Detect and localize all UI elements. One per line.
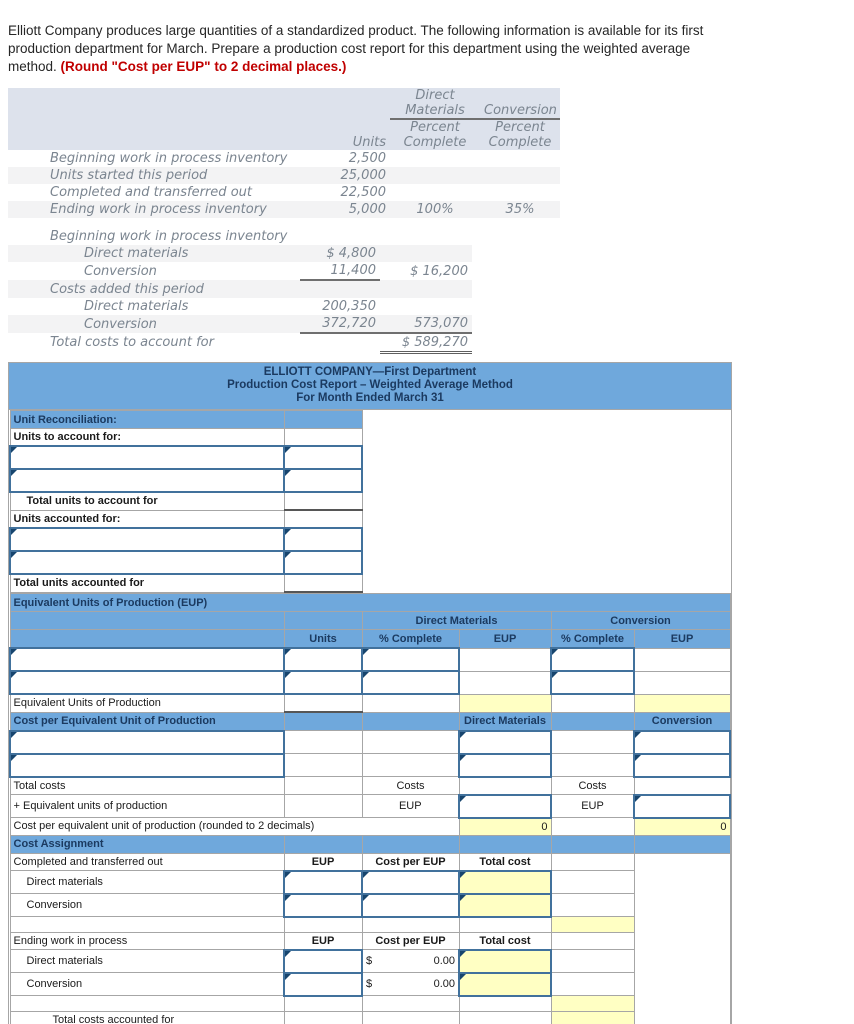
total-units-to-account-for-value: [284, 492, 362, 510]
blank-header-cell: [10, 612, 284, 630]
conversion-group-header: Conversion: [551, 612, 730, 630]
problem-text-line3: method.: [8, 59, 61, 74]
amount-1: 11,400: [300, 262, 380, 280]
given-units-header-row3: [8, 119, 560, 135]
amount-1: 200,350: [322, 299, 376, 314]
eup-column-header-row: [10, 630, 730, 649]
table-row: [10, 574, 362, 592]
dm-eup-caption: EUP: [362, 795, 459, 818]
rounding-instruction: (Round "Cost per EUP" to 2 decimal places.): [60, 59, 347, 74]
table-row: [8, 150, 560, 167]
equivalent-units-dm-total: [459, 694, 551, 712]
eup-and-cost-table: [9, 593, 731, 1024]
dollar-sign: $: [366, 955, 373, 967]
cost-per-eup-dm-header: Direct Materials: [459, 712, 551, 731]
given-costs-table: [8, 228, 472, 354]
blank-cell: [8, 135, 300, 150]
cost-per-eup-dm-result: 0: [459, 818, 551, 836]
total-costs-accounted-for-label: Total costs accounted for: [10, 1011, 284, 1024]
units-to-account-row1-item-select[interactable]: [10, 446, 284, 469]
dm-eup-header: EUP: [459, 630, 551, 649]
table-row: [10, 917, 730, 933]
section-unit-reconciliation: Unit Reconciliation:: [10, 411, 284, 429]
blank-cell: [362, 996, 459, 1012]
cost-row2-dm-amount-input[interactable]: [459, 754, 551, 777]
amount-2: $ 589,270: [380, 333, 472, 353]
production-cost-report-form: [8, 362, 732, 1024]
total-cost-column-caption: Total cost: [459, 853, 551, 871]
dm-percent-value: [390, 150, 480, 167]
conv-complete-header: Complete: [488, 135, 552, 150]
amount-2: 573,070: [380, 315, 472, 333]
total-units-accounted-for-label: Total units accounted for: [10, 574, 284, 592]
report-title: [9, 363, 731, 410]
eup-row1-dm-pct-input[interactable]: [362, 648, 459, 671]
input-row: [10, 973, 730, 996]
input-row: [10, 671, 730, 694]
blank-cell: [362, 694, 459, 712]
total-costs-label: Total costs: [10, 777, 284, 795]
table-row: [10, 1011, 730, 1024]
table-row: [8, 262, 472, 280]
blank-cell: [362, 1011, 459, 1024]
blank-cell: [284, 996, 362, 1012]
blank-cell: [551, 818, 634, 836]
dm-percent-value: [390, 167, 480, 184]
conv-eup-caption: EUP: [551, 795, 634, 818]
blank-cell: [551, 932, 634, 950]
blank-cell: [10, 917, 284, 933]
eup-row2-dm-pct-input[interactable]: [362, 671, 459, 694]
table-row: [10, 510, 362, 528]
total-costs-dm-value: [459, 777, 551, 795]
eup-column-caption: EUP: [284, 853, 362, 871]
total-units-to-account-for-label: Total units to account for: [10, 492, 284, 510]
equivalent-units-conv-total: [634, 694, 730, 712]
cost-row2-conv-amount-input[interactable]: [634, 754, 730, 777]
equivalent-units-row-label: Equivalent Units of Production: [10, 694, 284, 712]
conv-percent-value: [480, 184, 560, 201]
given-units-header-row4: [8, 135, 560, 150]
ending-dm-label: Direct materials: [10, 950, 284, 973]
units-accounted-row1-units-input[interactable]: [284, 528, 362, 551]
section-header-row: [10, 594, 730, 612]
row-label: Units started this period: [50, 168, 208, 183]
input-row: [10, 871, 730, 894]
blank-cell: [300, 88, 390, 103]
cost-row1-conv-amount-input[interactable]: [634, 731, 730, 754]
cost-row1-dm-amount-input[interactable]: [459, 731, 551, 754]
conv-percent-value: 35%: [505, 202, 535, 217]
dm-eup-input[interactable]: [459, 795, 551, 818]
spacer-column: [634, 853, 730, 1024]
units-accounted-row1-item-select[interactable]: [10, 528, 284, 551]
section-header-row: [10, 411, 362, 429]
input-row: [10, 754, 730, 777]
blank-cell: [300, 119, 390, 135]
ending-conv-total-cost-input[interactable]: [459, 973, 551, 996]
problem-statement: [0, 0, 854, 76]
blank-cell: [8, 119, 300, 135]
ending-conv-label: Conversion: [10, 973, 284, 996]
blank-header-cell: [551, 835, 634, 853]
row-label: Direct materials: [84, 299, 189, 314]
input-row: [10, 950, 730, 973]
eup-row2-item-select[interactable]: [10, 671, 284, 694]
blank-cell: [362, 917, 459, 933]
row-label: Direct materials: [84, 246, 189, 261]
total-costs-conv-value: [634, 777, 730, 795]
amount-1: [300, 280, 380, 298]
amount-2: [380, 245, 472, 262]
dm-group-header: Direct Materials: [362, 612, 551, 630]
blank-header-cell: [284, 835, 362, 853]
blank-header-cell: [284, 712, 362, 731]
ending-conv-eup-input[interactable]: [284, 973, 362, 996]
divide-by-eup-label: + Equivalent units of production: [10, 795, 284, 818]
blank-cell: [459, 917, 551, 933]
unit-reconciliation-table: [9, 410, 363, 593]
amount-2: $ 16,200: [410, 263, 468, 279]
blank-cell: [459, 1011, 551, 1024]
table-row: [10, 492, 362, 510]
completed-conv-label: Conversion: [10, 894, 284, 917]
problem-text-line1: Elliott Company produces large quantities of a standardized product. The following information is available for its first: [8, 23, 704, 38]
table-row: [8, 184, 560, 201]
equivalent-units-total-units: [284, 694, 362, 712]
dm-header-line2: Materials: [390, 103, 480, 119]
row-label: Beginning work in process inventory: [50, 229, 288, 244]
eup-row1-conv-eup-output: [634, 648, 730, 671]
table-row: [10, 996, 730, 1012]
table-row: [10, 777, 730, 795]
dm-pct-complete-header: % Complete: [362, 630, 459, 649]
completed-dm-total-cost-input[interactable]: [459, 871, 551, 894]
report-title-report: Production Cost Report – Weighted Average Method: [227, 379, 513, 391]
section-header-row: [10, 712, 730, 731]
blank-cell: [284, 510, 362, 528]
eup-row1-units-input[interactable]: [284, 648, 362, 671]
eup-row2-units-input[interactable]: [284, 671, 362, 694]
table-row: [8, 201, 560, 218]
completed-total-subtotal: [551, 917, 634, 933]
completed-conv-eup-input[interactable]: [284, 894, 362, 917]
eup-row1-item-select[interactable]: [10, 648, 284, 671]
blank-cell: [284, 731, 362, 754]
amount-1: [300, 228, 380, 245]
dm-percent-value: 100%: [416, 202, 454, 217]
blank-header-cell: [634, 835, 730, 853]
table-row: [8, 245, 472, 262]
dm-percent-header: Percent: [410, 120, 460, 135]
input-row: [10, 795, 730, 818]
blank-cell: [551, 894, 634, 917]
row-label: Costs added this period: [50, 281, 204, 297]
units-value: 5,000: [348, 202, 386, 217]
eup-row1-dm-eup-output: [459, 648, 551, 671]
completed-and-transferred-out-label: Completed and transferred out: [10, 853, 284, 871]
ending-dm-total-cost-input[interactable]: [459, 950, 551, 973]
conv-eup-header: EUP: [634, 630, 730, 649]
table-row: [8, 315, 472, 333]
input-row: [10, 894, 730, 917]
dm-costs-caption: Costs: [362, 777, 459, 795]
units-accounted-row2-item-select[interactable]: [10, 551, 284, 574]
input-row: [10, 731, 730, 754]
completed-dm-cost-per-eup-input[interactable]: [362, 871, 459, 894]
total-costs-accounted-for-value: [551, 1011, 634, 1024]
row-label: Completed and transferred out: [50, 185, 252, 200]
table-row: [8, 228, 472, 245]
blank-cell: [459, 996, 551, 1012]
blank-cell: [8, 103, 300, 119]
completed-dm-eup-input[interactable]: [284, 871, 362, 894]
units-value: 2,500: [348, 151, 386, 166]
input-row: [10, 528, 362, 551]
input-row: [10, 446, 362, 469]
row-label: Ending work in process inventory: [50, 202, 267, 217]
ending-dm-cost-per-eup-value: [362, 950, 459, 973]
completed-conv-cost-per-eup-input[interactable]: [362, 894, 459, 917]
units-column-header: Units: [284, 630, 362, 649]
blank-header-cell: [10, 630, 284, 649]
blank-cell: [10, 996, 284, 1012]
cost-row1-item-select[interactable]: [10, 731, 284, 754]
dm-percent-value: [390, 184, 480, 201]
dm-header-line1: Direct: [415, 88, 455, 103]
ending-total-subtotal: [551, 996, 634, 1012]
section-header-blank: [284, 411, 362, 429]
eup-row1-conv-pct-input[interactable]: [551, 648, 634, 671]
blank-cell: [551, 950, 634, 973]
section-cost-assignment: Cost Assignment: [10, 835, 284, 853]
amount-2: [380, 298, 472, 315]
cost-row2-item-select[interactable]: [10, 754, 284, 777]
blank-cell: [551, 853, 634, 871]
blank-cell: [551, 973, 634, 996]
row-label: Conversion: [84, 316, 157, 332]
dm-complete-header: Complete: [403, 135, 467, 150]
conversion-header: Conversion: [480, 103, 560, 119]
input-row: [10, 551, 362, 574]
amount-1: [300, 333, 380, 353]
blank-cell: [480, 88, 560, 103]
cost-per-eup-column-caption: Cost per EUP: [362, 932, 459, 950]
blank-cell: [284, 795, 362, 818]
units-to-account-row2-units-input[interactable]: [284, 469, 362, 492]
conv-percent-header: Percent: [495, 120, 545, 135]
eup-group-header-row: [10, 612, 730, 630]
table-row: [10, 853, 730, 871]
row-label: Beginning work in process inventory: [50, 151, 288, 166]
blank-header-cell: [551, 712, 634, 731]
blank-header-cell: [362, 835, 459, 853]
table-row: [8, 298, 472, 315]
given-units-header-row1: [8, 88, 560, 103]
cost-per-eup-conv-header: Conversion: [634, 712, 730, 731]
blank-cell: [284, 754, 362, 777]
amount-1: $ 4,800: [326, 246, 376, 261]
given-units-header-row2: [8, 103, 560, 119]
blank-header-cell: [459, 835, 551, 853]
given-units-table: [8, 88, 560, 218]
amount-2: [380, 280, 472, 298]
blank-header-cell: [362, 712, 459, 731]
units-value: 22,500: [340, 185, 386, 200]
blank-cell: [300, 103, 390, 119]
total-units-accounted-for-value: [284, 574, 362, 592]
table-row: [10, 932, 730, 950]
problem-text-line2: production department for March. Prepare a production cost report for this department using the weighted average: [8, 41, 691, 56]
report-title-company: ELLIOTT COMPANY—First Department: [263, 366, 477, 378]
blank-cell: [362, 754, 459, 777]
blank-cell: [551, 754, 634, 777]
conv-percent-value: [480, 150, 560, 167]
eup-row2-conv-eup-output: [634, 671, 730, 694]
blank-cell: [551, 871, 634, 894]
cost-per-eup-rounded-label: Cost per equivalent unit of production (rounded to 2 decimals): [10, 818, 459, 836]
units-value: 25,000: [340, 168, 386, 183]
input-row: [10, 469, 362, 492]
ending-wip-label: Ending work in process: [10, 932, 284, 950]
table-row: [8, 333, 472, 353]
units-column-header: Units: [352, 135, 386, 150]
cost-per-eup-column-caption: Cost per EUP: [362, 853, 459, 871]
units-accounted-row2-units-input[interactable]: [284, 551, 362, 574]
section-header-row: [10, 835, 730, 853]
blank-cell: [284, 917, 362, 933]
section-eup: Equivalent Units of Production (EUP): [10, 594, 730, 612]
completed-dm-label: Direct materials: [10, 871, 284, 894]
eup-column-caption: EUP: [284, 932, 362, 950]
eup-row2-conv-pct-input[interactable]: [551, 671, 634, 694]
blank-header-cell: [284, 612, 362, 630]
conv-eup-input[interactable]: [634, 795, 730, 818]
blank-cell: [284, 1011, 362, 1024]
table-row: [10, 694, 730, 712]
amount: 0.00: [433, 955, 455, 967]
row-label: Conversion: [84, 263, 157, 279]
amount-2: [380, 228, 472, 245]
completed-conv-total-cost-input[interactable]: [459, 894, 551, 917]
blank-cell: [8, 88, 300, 103]
eup-row2-dm-eup-output: [459, 671, 551, 694]
table-row: [8, 167, 560, 184]
blank-cell: [284, 429, 362, 447]
blank-cell: [551, 731, 634, 754]
table-row: [10, 818, 730, 836]
total-cost-column-caption: Total cost: [459, 932, 551, 950]
units-accounted-for-label: Units accounted for:: [10, 510, 284, 528]
cost-per-eup-conv-result: 0: [634, 818, 730, 836]
dollar-sign: $: [366, 978, 373, 990]
blank-cell: [362, 731, 459, 754]
conv-percent-value: [480, 167, 560, 184]
blank-cell: [551, 694, 634, 712]
conv-costs-caption: Costs: [551, 777, 634, 795]
units-to-account-row2-item-select[interactable]: [10, 469, 284, 492]
table-row: [10, 429, 362, 447]
section-cost-per-eup: Cost per Equivalent Unit of Production: [10, 712, 284, 731]
table-row: [8, 280, 472, 298]
amount-1: 372,720: [300, 315, 380, 333]
units-to-account-row1-units-input[interactable]: [284, 446, 362, 469]
ending-conv-cost-per-eup-value: [362, 973, 459, 996]
conv-pct-complete-header: % Complete: [551, 630, 634, 649]
input-row: [10, 648, 730, 671]
ending-dm-eup-input[interactable]: [284, 950, 362, 973]
row-label: Total costs to account for: [50, 335, 214, 351]
blank-cell: [284, 777, 362, 795]
amount: 0.00: [433, 978, 455, 990]
report-title-period: For Month Ended March 31: [296, 392, 444, 404]
units-to-account-for-label: Units to account for:: [10, 429, 284, 447]
